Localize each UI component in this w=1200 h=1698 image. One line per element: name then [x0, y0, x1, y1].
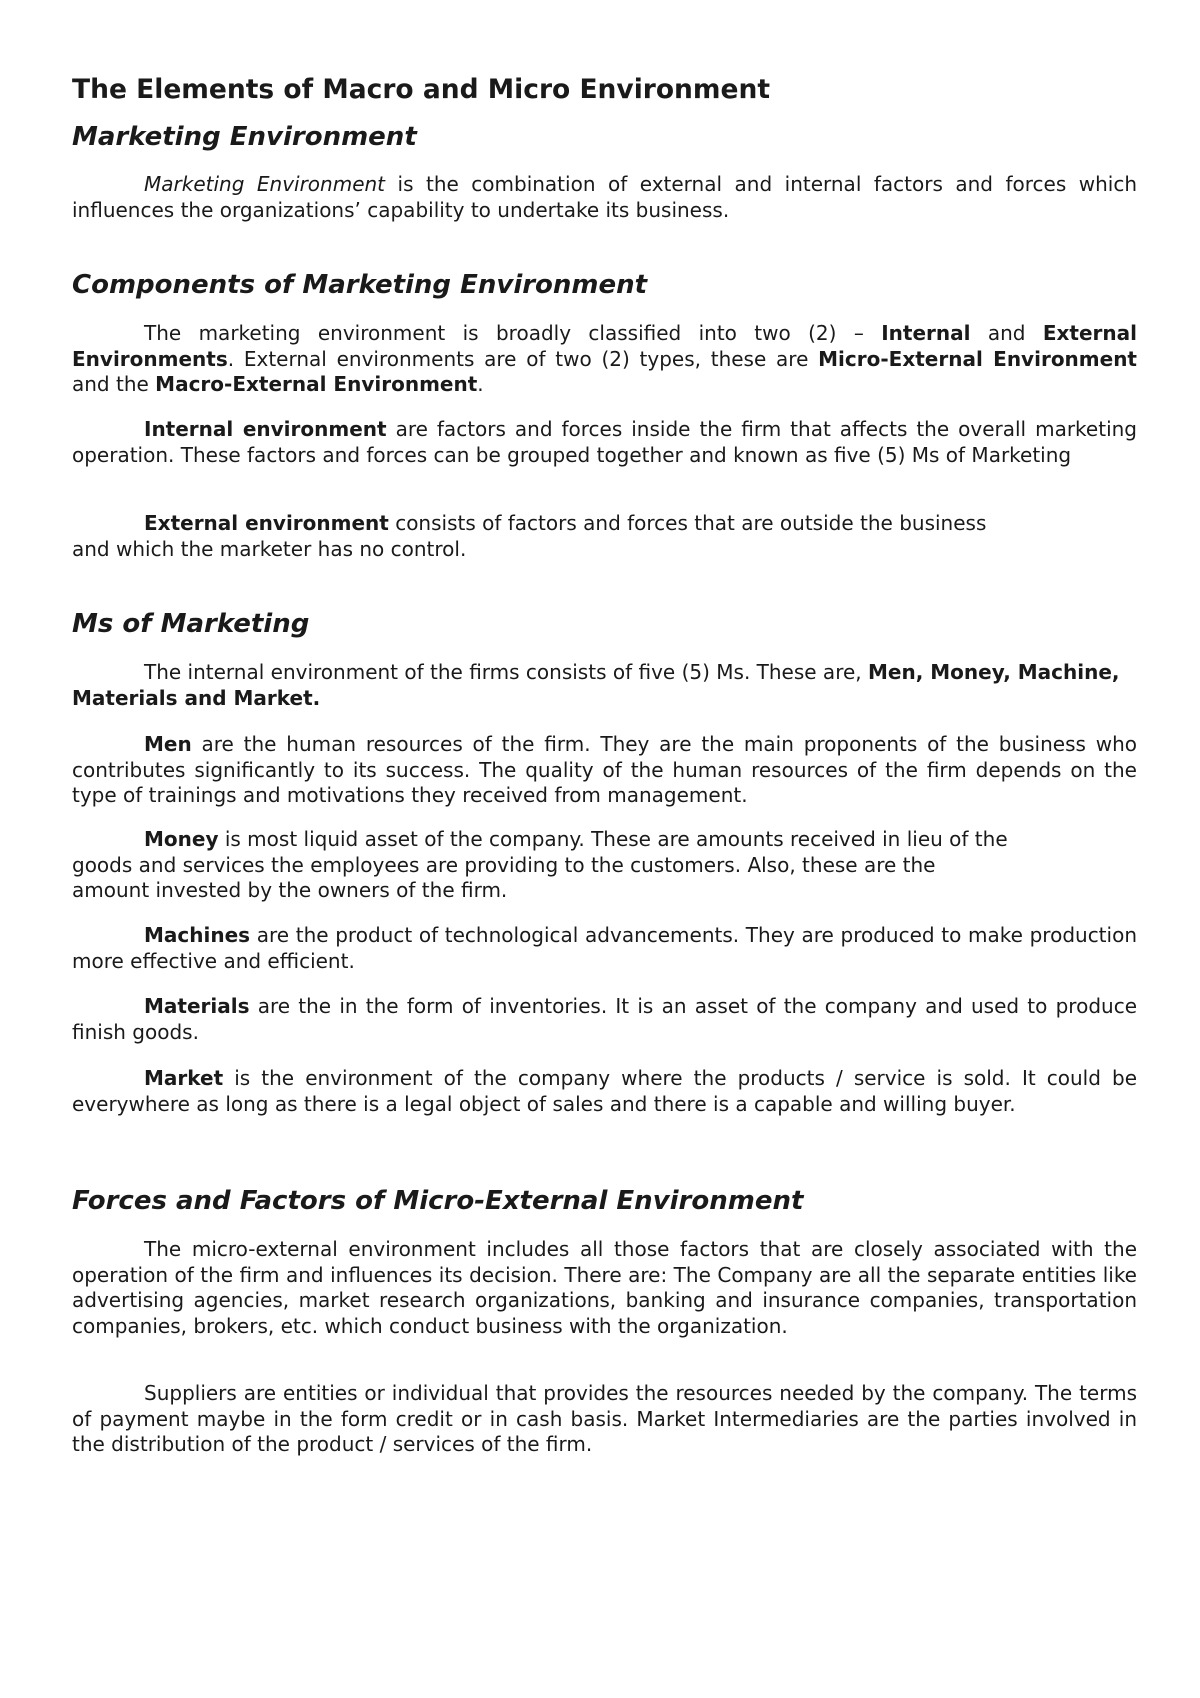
paragraph-micro-external-intro: The micro-external environment includes all those factors that are closely associated with the operation of the firm and influences its decision. There are: The Company are all the separate entities like advertising agencies, market research organizations, banking and insurance companies, transportation companies, brokers, etc. which conduct business with the organization.: [72, 1237, 1137, 1338]
term-money: Money: [144, 827, 219, 851]
paragraph-materials: Materials are the in the form of inventories. It is an asset of the company and used to produce finish goods.: [72, 994, 1137, 1044]
heading-marketing-environment: Marketing Environment: [72, 122, 417, 152]
paragraph-money: Money is most liquid asset of the company. These are amounts received in lieu of the goods and services the employees are providing to the customers. Also, these are the amount invested by the owners of the firm.: [72, 827, 1008, 903]
term-internal-environment: Internal environment: [144, 417, 387, 441]
term-materials: Materials: [144, 994, 250, 1018]
paragraph-external-environment: External environment consists of factors and forces that are outside the business and which the marketer has no control.: [72, 511, 987, 561]
paragraph-components-intro: The marketing environment is broadly classified into two (2) – Internal and External Environments. External environments are of two (2) types, these are Micro-External Environment and the Macro-External Environment.: [72, 321, 1137, 397]
heading-ms-of-marketing: Ms of Marketing: [72, 609, 310, 639]
term-marketing-environment: Marketing Environment: [144, 172, 386, 196]
paragraph-machines: Machines are the product of technological advancements. They are produced to make production more effective and efficient.: [72, 923, 1137, 973]
term-market: Market: [144, 1066, 224, 1090]
paragraph-market: Market is the environment of the company where the products / service is sold. It could be everywhere as long as there is a legal object of sales and there is a capable and willing buyer.: [72, 1066, 1137, 1116]
paragraph-marketing-environment-definition: Marketing Environment is the combination of external and internal factors and forces which influences the organizations’ capability to undertake its business.: [72, 172, 1137, 222]
heading-micro-external: Forces and Factors of Micro-External Environment: [72, 1186, 804, 1216]
term-machines: Machines: [144, 923, 251, 947]
paragraph-men: Men are the human resources of the firm. They are the main proponents of the business who contributes significantly to its success. The quality of the human resources of the firm depends on the type of trainings and motivations they received from management.: [72, 732, 1137, 808]
term-men: Men: [144, 732, 192, 756]
heading-components: Components of Marketing Environment: [72, 270, 648, 300]
term-external-environment: External environment: [144, 511, 389, 535]
paragraph-internal-environment: Internal environment are factors and forces inside the firm that affects the overall marketing operation. These factors and forces can be grouped together and known as five (5) Ms of Marketing: [72, 417, 1137, 467]
paragraph-ms-intro: The internal environment of the firms consists of five (5) Ms. These are, Men, Money, Machine, Materials and Market.: [72, 660, 1120, 710]
document-title: The Elements of Macro and Micro Environment: [72, 74, 771, 105]
paragraph-suppliers: Suppliers are entities or individual that provides the resources needed by the company. The terms of payment maybe in the form credit or in cash basis. Market Intermediaries are the parties involved in the distribution of the product / services of the firm.: [72, 1381, 1137, 1457]
